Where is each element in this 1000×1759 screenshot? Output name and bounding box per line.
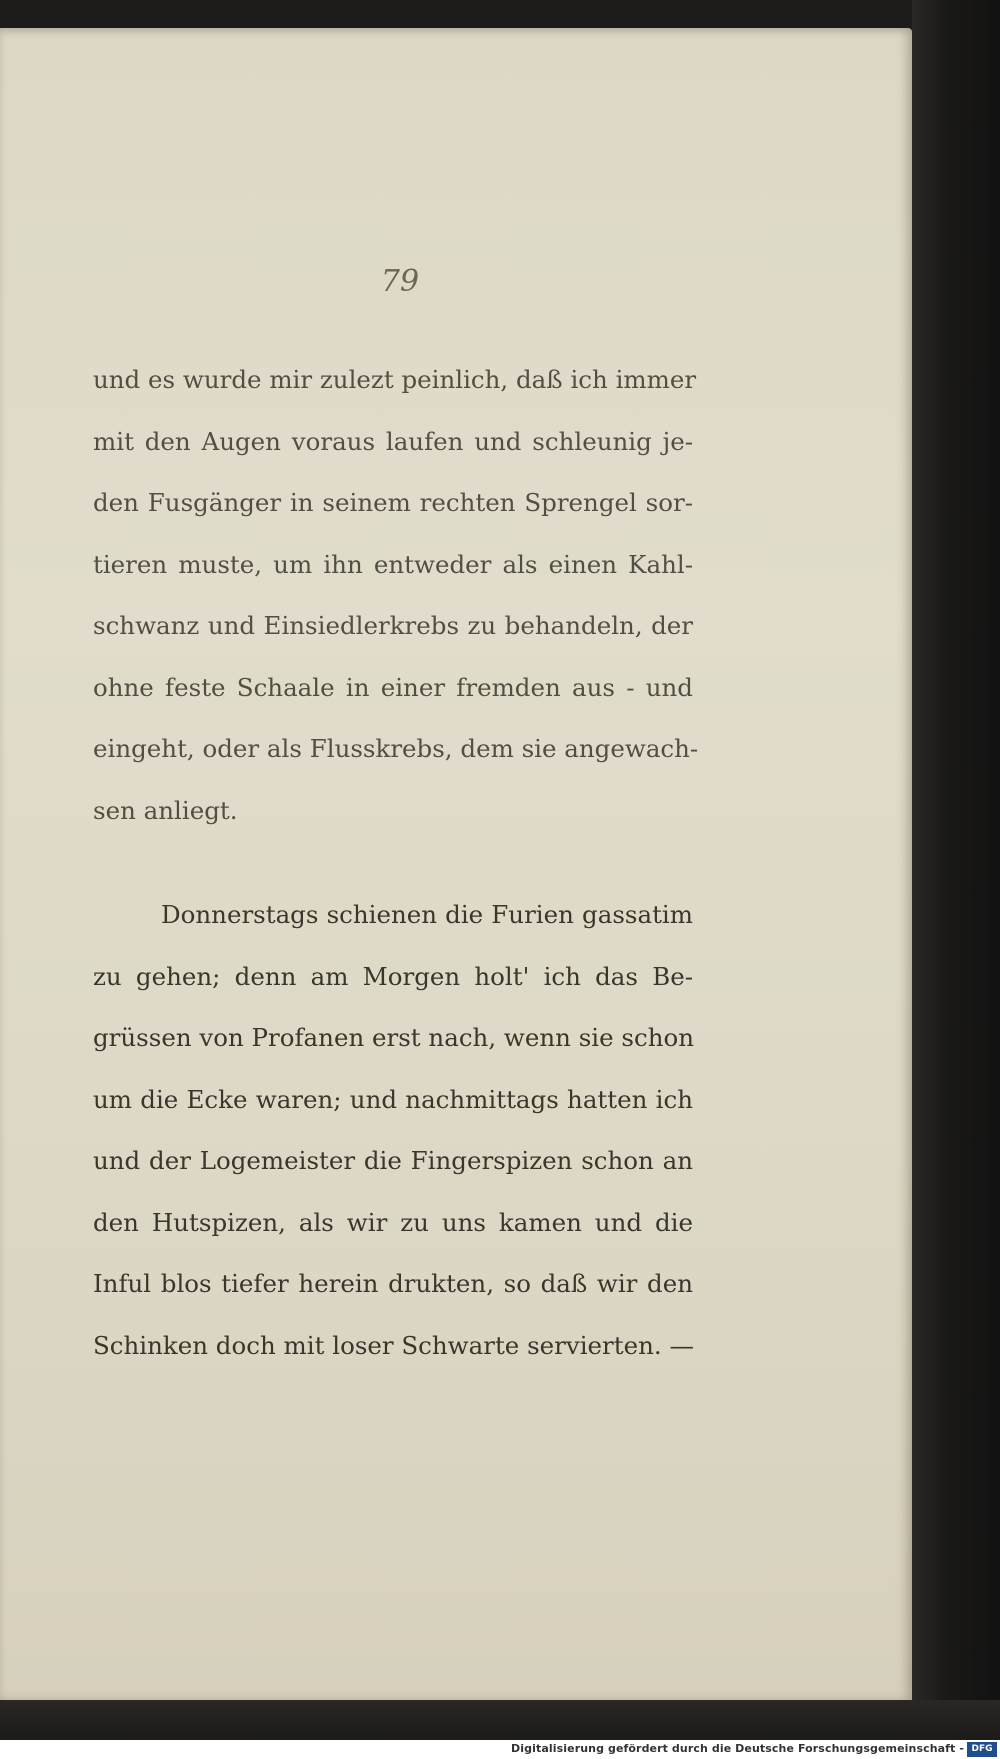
text-line: ohne feste Schaale in einer fremden aus - und [93,672,693,702]
book-edge-bottom [0,1700,1000,1740]
text-line: den Fusgänger in seinem rechten Sprengel sor- [93,488,693,517]
text-line: Schinken doch mit loser Schwarte servierten. — [93,1330,694,1360]
text-line: schwanz und Einsiedlerkrebs zu behandeln, der [93,611,693,640]
book-edge-right [912,0,1000,1740]
paragraph-1 [93,349,699,841]
text-line: grüssen von Profanen erst nach, wenn sie schon [93,1023,695,1052]
text-line: um die Ecke waren; und nachmittags hatten ich [93,1084,693,1114]
text-line: mit den Augen voraus laufen und schleunig je- [93,426,693,456]
page-number: 79 [380,264,420,299]
text-line: Inful blos tiefer herein drukten, so daß wir den [93,1269,693,1298]
paragraph-2 [93,884,693,1376]
text-line: tieren muste, um ihn entweder als einen Kahl- [93,549,693,579]
dfg-logo: DFG [967,1742,997,1757]
text-line: eingeht, oder als Flusskrebs, dem sie angewach- [93,734,699,763]
text-line: zu gehen; denn am Morgen holt' ich das Be- [93,961,693,991]
footer-credit: Digitalisierung gefördert durch die Deutsche Forschungsgemeinschaft - [511,1742,964,1755]
digitization-footer [0,1740,1000,1759]
text-line: und es wurde mir zulezt peinlich, daß ich immer [93,365,697,394]
text-line: und der Logemeister die Fingerspizen schon an [93,1146,693,1175]
text-line: sen anliegt. [93,795,238,825]
text-line: den Hutspizen, als wir zu uns kamen und die [93,1207,693,1237]
text-line: Donnerstags schienen die Furien gassatim [161,900,693,929]
